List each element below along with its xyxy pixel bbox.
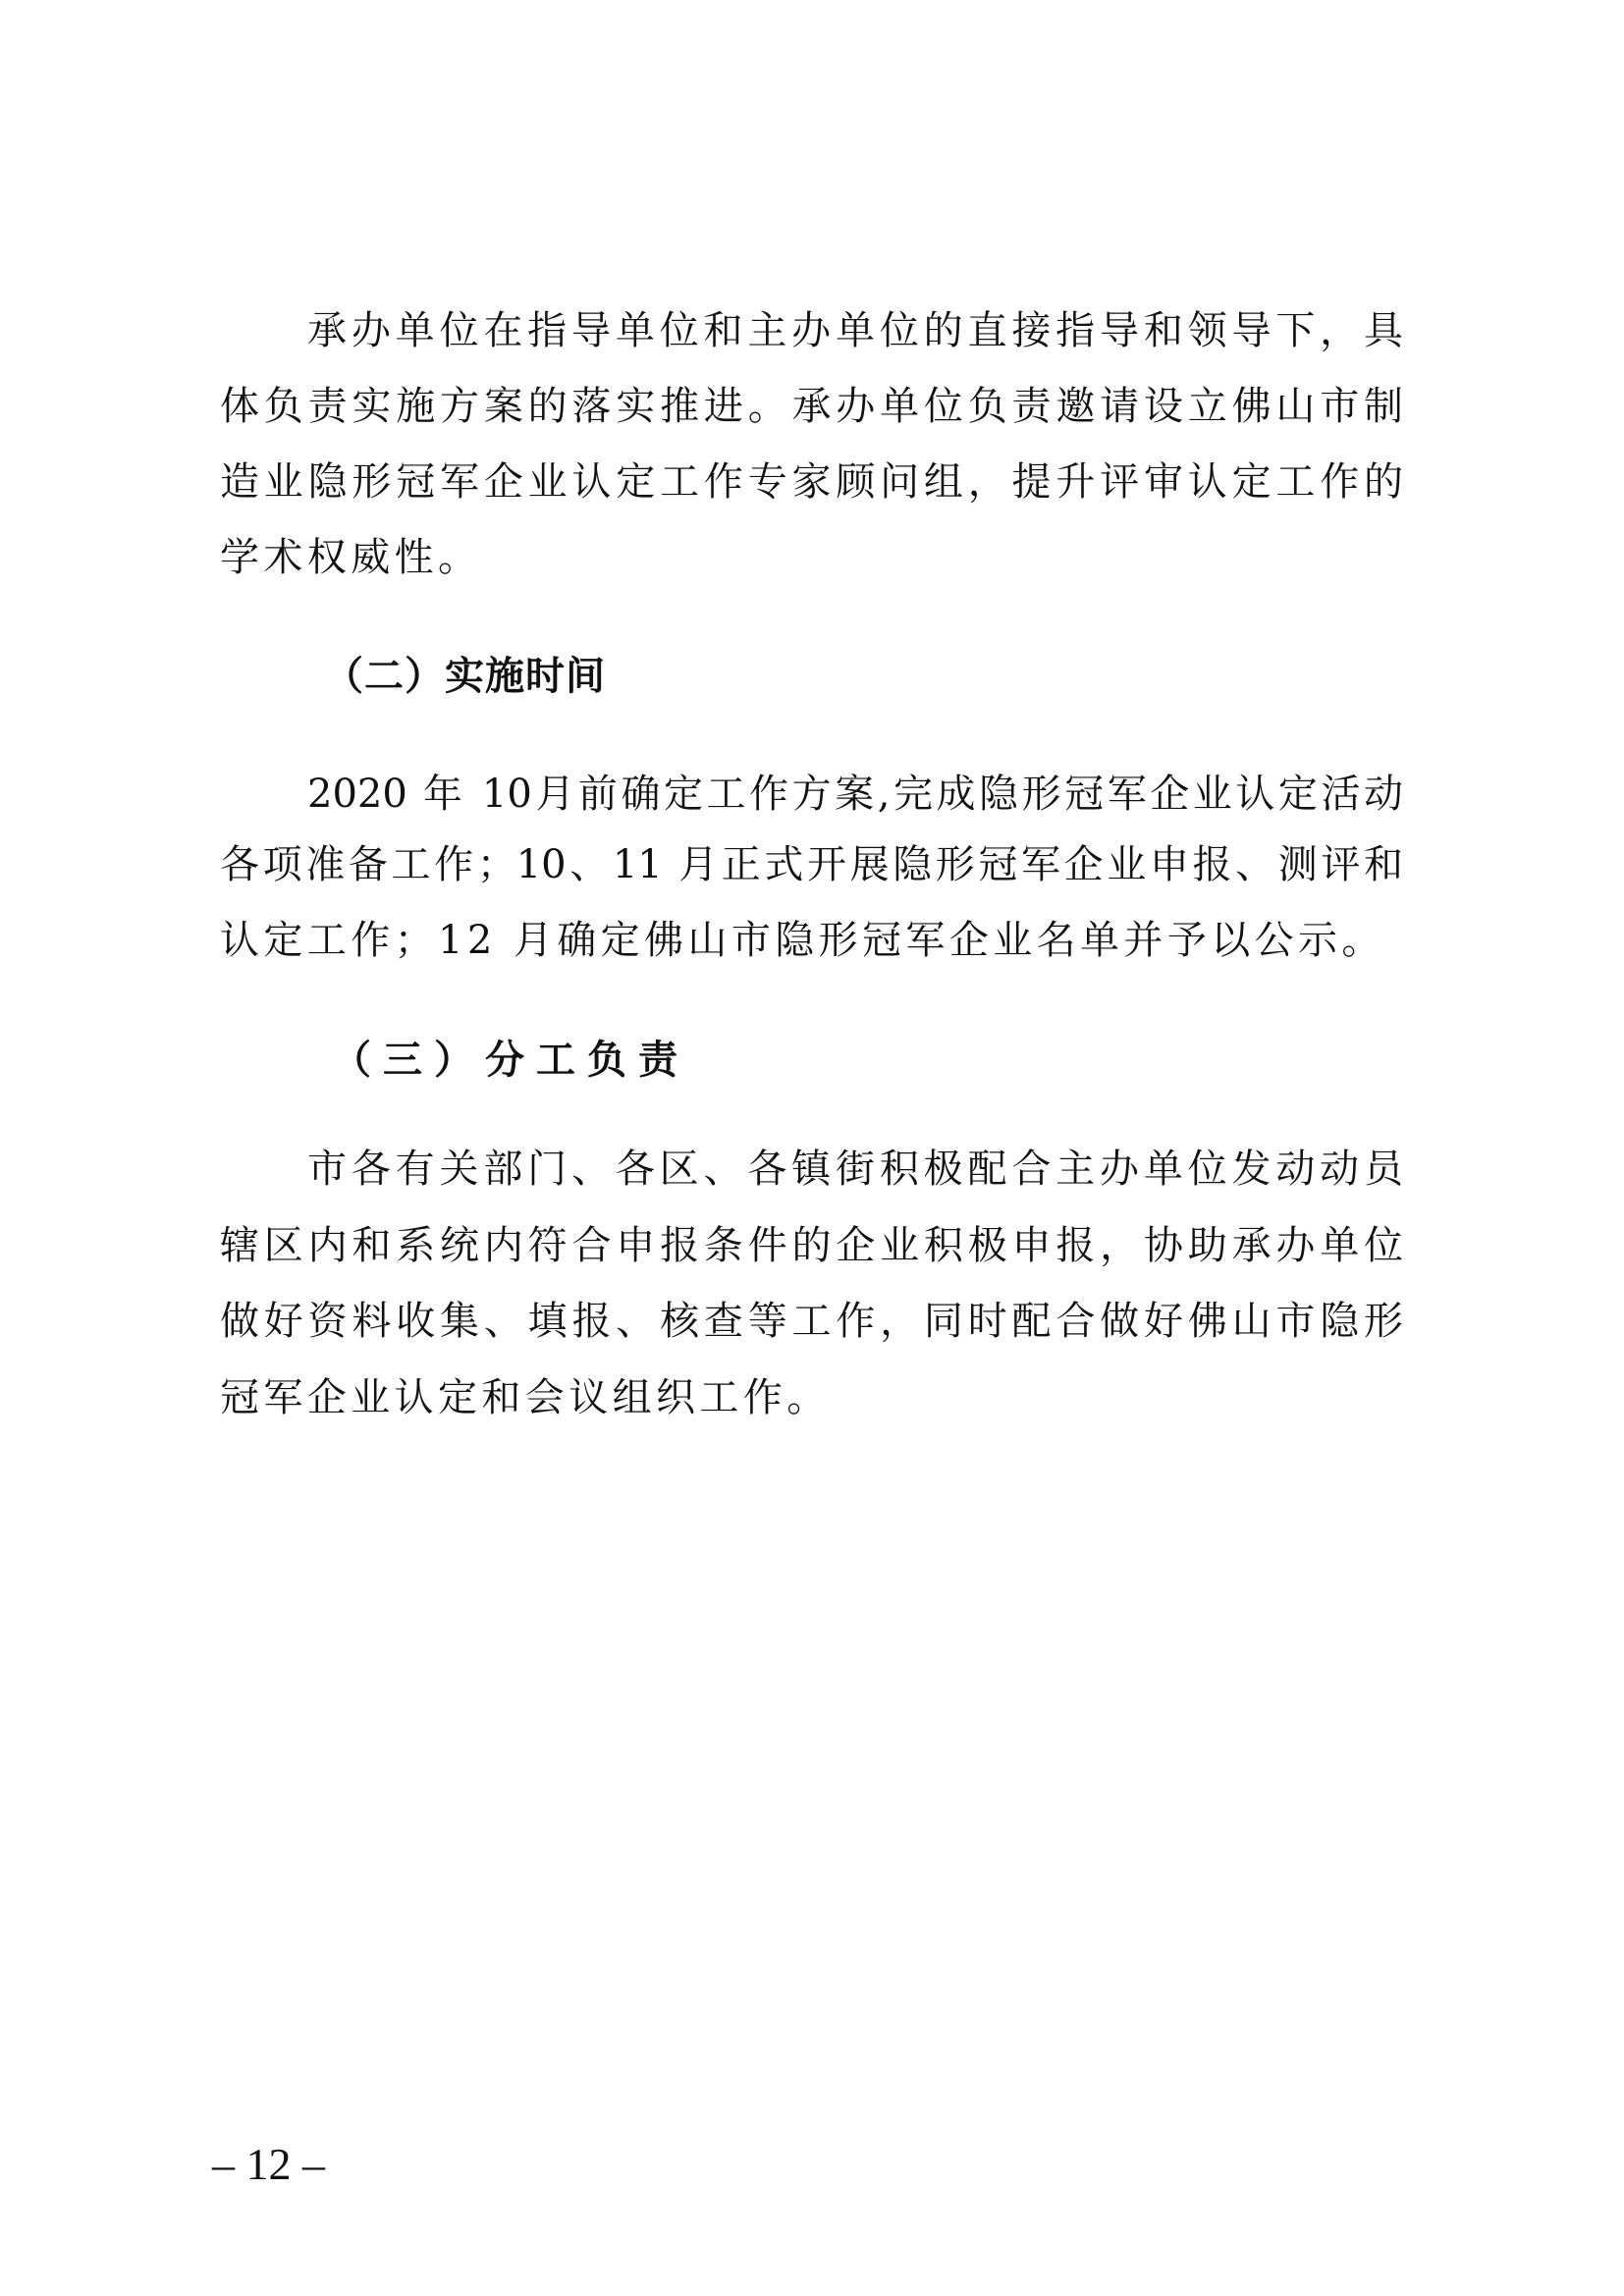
paragraph-line: 2020 年 10月前确定工作方案,完成隐形冠军企业认定活动 bbox=[307, 772, 1403, 817]
paragraph-line: 体负责实施方案的落实推进。承办单位负责邀请设立佛山市制 bbox=[220, 384, 1403, 429]
paragraph-line: 各项准备工作；10、11 月正式开展隐形冠军企业申报、测评和 bbox=[220, 842, 1403, 887]
paragraph-line: 学术权威性。 bbox=[220, 535, 482, 580]
paragraph-line: 市各有关部门、各区、各镇街积极配合主办单位发动动员 bbox=[307, 1147, 1403, 1192]
section-heading-implementation-time: （二）实施时间 bbox=[324, 653, 606, 699]
section-heading-division-of-labor: （三）分工负责 bbox=[332, 1037, 689, 1083]
paragraph-line: 做好资料收集、填报、核查等工作，同时配合做好佛山市隐形 bbox=[220, 1299, 1403, 1344]
paragraph-line: 辖区内和系统内符合申报条件的企业积极申报，协助承办单位 bbox=[220, 1223, 1403, 1268]
paragraph-line: 认定工作；12 月确定佛山市隐形冠军企业名单并予以公示。 bbox=[220, 918, 1385, 963]
page-number: – 12 – bbox=[212, 2139, 325, 2189]
paragraph-line: 冠军企业认定和会议组织工作。 bbox=[220, 1375, 831, 1420]
paragraph-line: 承办单位在指导单位和主办单位的直接指导和领导下，具 bbox=[307, 308, 1403, 353]
paragraph-line: 造业隐形冠军企业认定工作专家顾问组，提升评审认定工作的 bbox=[220, 459, 1403, 505]
